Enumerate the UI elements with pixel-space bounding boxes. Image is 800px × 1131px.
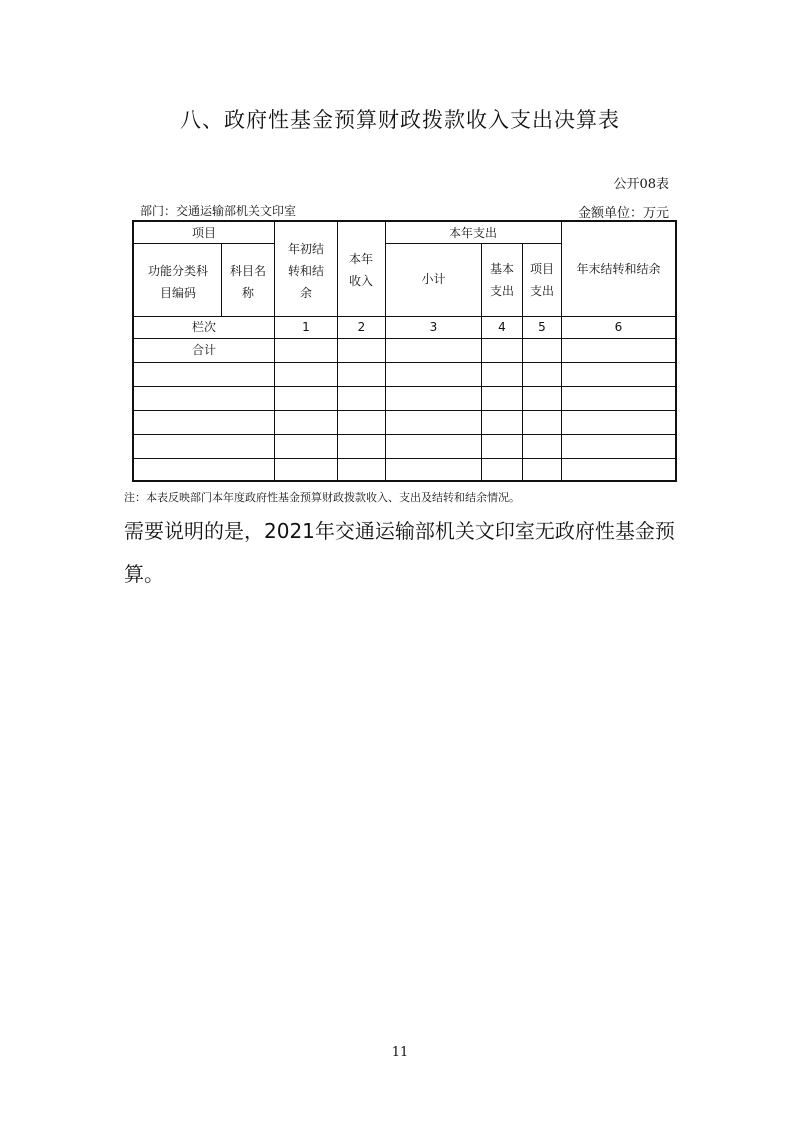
col-number: 3 <box>429 320 438 334</box>
header-subject-name: 科目名称 <box>229 264 266 300</box>
col-number: 6 <box>614 320 623 334</box>
header-class-code: 功能分类科目编码 <box>147 264 208 300</box>
fund-table <box>132 220 677 482</box>
header-closing-balance: 年末结转和结余 <box>576 262 661 276</box>
page-title: 八、政府性基金预算财政拨款收入支出决算表 <box>180 108 620 132</box>
department-label: 部门：交通运输部机关文印室 <box>140 204 297 218</box>
table-note: 注：本表反映部门本年度政府性基金预算财政拨款收入、支出及结转和结余情况。 <box>124 491 520 504</box>
form-number: 公开08表 <box>613 177 669 192</box>
row-index-label: 栏次 <box>191 320 216 334</box>
col-number: 1 <box>302 320 310 334</box>
header-expenditure: 本年支出 <box>448 226 497 240</box>
col-number: 4 <box>498 320 506 334</box>
header-project: 项目 <box>191 226 216 240</box>
page-number: 11 <box>391 1045 409 1060</box>
header-subtotal: 小计 <box>421 272 446 286</box>
header-basic: 基本支出 <box>489 262 514 298</box>
total-label: 合计 <box>191 343 216 357</box>
header-income: 本年收入 <box>348 252 373 288</box>
col-number: 2 <box>357 320 366 334</box>
explanation-paragraph: 需要说明的是，2021年交通运输部机关文印室无政府性基金预算。 <box>124 519 675 586</box>
header-opening-balance: 年初结转和结余 <box>287 242 324 300</box>
header-project-exp: 项目支出 <box>529 262 554 298</box>
col-number: 5 <box>538 320 546 334</box>
unit-label: 金额单位：万元 <box>577 206 669 221</box>
